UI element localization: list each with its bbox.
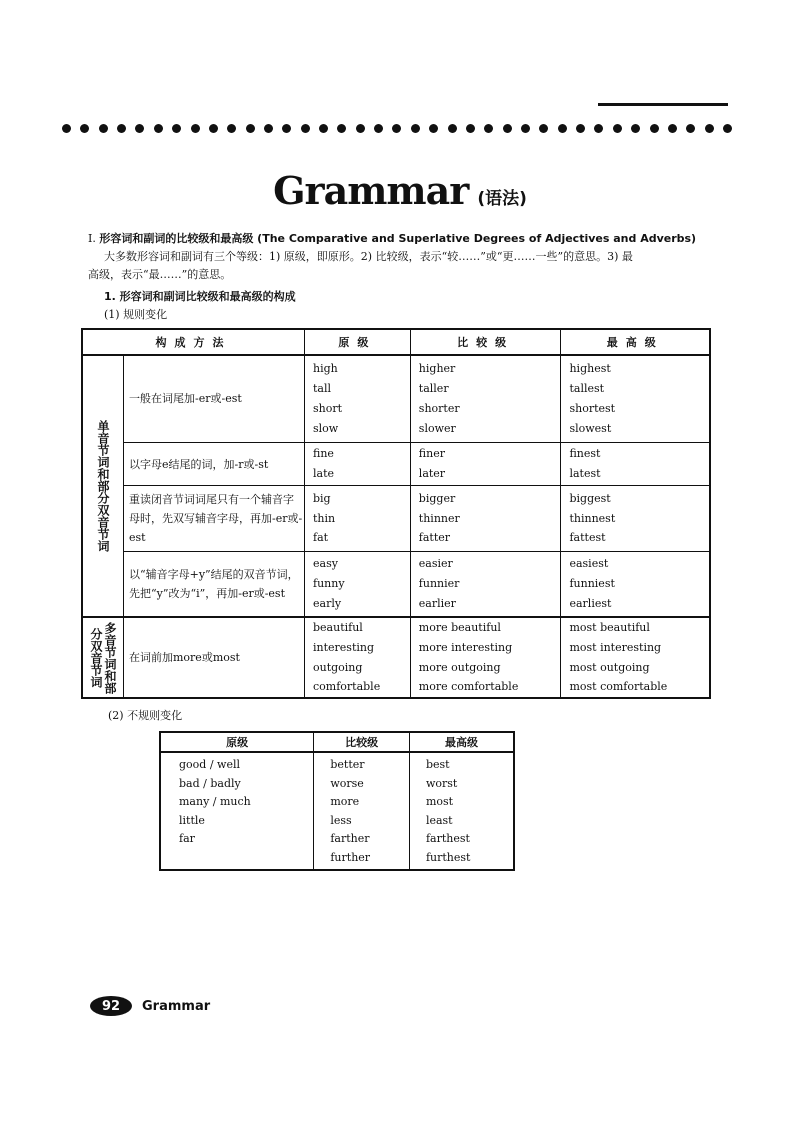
title-main: Grammar [273,168,469,213]
base-forms [305,551,411,617]
word: biggest [569,491,611,505]
section-heading-text: 形容词和副词的比较级和最高级 (The Comparative and Superlative Degrees of Adjectives and Adverbs) [99,232,697,245]
word: more interesting [418,640,513,654]
word: later [418,467,446,481]
word: earlier [418,596,456,610]
word: most comfortable [569,680,668,694]
header-comparative: 比较级 [314,732,410,752]
method-cell: 在词前加more或most [124,617,305,698]
divider-dot [594,124,603,133]
divider-dot [62,124,71,133]
divider-dot [705,124,714,133]
divider-dot [484,124,493,133]
intro-line-2: 高级，表示“最……”的意思。 [88,268,232,281]
word: more [330,795,360,808]
word: late [313,467,335,481]
word: many / much [179,795,251,808]
table-row [82,617,710,698]
base-forms [305,617,411,698]
top-rule [598,103,728,106]
page-number: 92 [90,996,132,1016]
table-row [82,486,710,551]
divider-dot [448,124,457,133]
word: most beautiful [569,621,650,634]
comparative-forms [410,486,561,551]
word: further [330,850,371,864]
divider-dot [99,124,108,133]
table-row [82,442,710,486]
divider-dot [429,124,438,133]
divider-dot [337,124,346,133]
header-comparative: 比较级 [410,329,561,355]
superlative-forms [561,551,710,617]
group-label: 单音节词和部分双音节词 [96,420,110,552]
word: bigger [418,491,456,505]
word: fine [313,447,334,461]
base-forms [305,355,411,442]
divider-dot [319,124,328,133]
header-superlative: 最高级 [561,329,710,355]
word: earliest [569,596,612,610]
page-footer [90,995,210,1017]
table-header-row [82,329,710,355]
word: high [313,362,338,376]
word: easier [418,557,453,571]
dotted-divider [62,121,732,135]
divider-dot [576,124,585,133]
divider-dot [135,124,144,133]
word: tall [313,382,332,396]
word: good / well [179,758,240,771]
word: finest [569,447,601,461]
title-sub: (语法) [477,189,527,209]
base-list [160,752,314,870]
comparative-forms [410,442,561,486]
superlative-forms [561,442,710,486]
word: best [425,758,450,771]
header-base: 原级 [305,329,411,355]
group-label: 多音节词和部分双音节词 [89,621,117,694]
divider-dot [521,124,530,133]
word: less [330,813,352,827]
header-base: 原级 [160,732,314,752]
word: fatter [418,531,451,545]
word: bad / badly [179,776,241,790]
word: early [313,596,342,610]
irregular-forms-table [159,731,515,871]
word: farther [330,832,370,845]
word: comfortable [313,680,381,694]
word: funnier [418,576,460,590]
word: highest [569,362,611,376]
header-superlative: 最高级 [409,732,514,752]
section-number: I. [88,232,96,245]
word: better [330,758,365,771]
word: most [425,795,454,808]
word: interesting [313,640,375,654]
word: fattest [569,531,606,545]
word: worse [330,776,364,790]
method-cell: 以字母e结尾的词，加-r或-st [124,442,305,486]
word: big [313,491,331,505]
word: thin [313,511,336,525]
divider-dot [191,124,200,133]
superlative-forms [561,486,710,551]
subheading-formation: 1. 形容词和副词比较级和最高级的构成 [104,290,296,303]
divider-dot [392,124,401,133]
intro-line-1: 大多数形容词和副词有三个等级：1) 原级，即原形。2) 比较级，表示“较……”或“更……一些”的意思。3) 最 [104,250,633,263]
comparative-forms [410,551,561,617]
divider-dot [539,124,548,133]
divider-dot [411,124,420,133]
divider-dot [172,124,181,133]
word: funniest [569,576,615,590]
word: shortest [569,401,616,415]
superlative-list [409,752,514,870]
divider-dot [686,124,695,133]
word: most interesting [569,640,662,654]
subheading-regular: (1) 规则变化 [104,308,168,321]
word: higher [418,362,456,376]
divider-dot [282,124,291,133]
page-title [0,168,800,213]
comparative-forms [410,355,561,442]
divider-dot [227,124,236,133]
word: tallest [569,382,605,396]
regular-forms-table [81,328,711,699]
superlative-forms [561,617,710,698]
table-header-row [160,732,514,752]
divider-dot [650,124,659,133]
divider-dot [301,124,310,133]
word: fat [313,531,329,545]
word: far [179,832,195,845]
divider-dot [558,124,567,133]
footer-title: Grammar [142,998,211,1014]
table-row [82,551,710,617]
word: worst [425,776,458,790]
word: slowest [569,421,612,435]
word: short [313,401,343,415]
divider-dot [80,124,89,133]
word: easy [313,557,338,571]
comparative-list [314,752,410,870]
word: slow [313,421,339,435]
word: easiest [569,557,609,571]
word: farthest [425,832,470,845]
word: furthest [425,850,471,864]
section-heading [88,231,728,246]
word: most outgoing [569,660,650,674]
word: thinner [418,511,460,525]
subheading-irregular: (2) 不规则变化 [108,709,183,722]
word: thinnest [569,511,616,525]
header-method: 构成方法 [82,329,305,355]
divider-dot [503,124,512,133]
word: latest [569,467,601,481]
word: taller [418,382,449,396]
divider-dot [264,124,273,133]
table-row [82,355,710,442]
word: more comfortable [418,680,519,694]
word: finer [418,447,445,461]
table-row [160,752,514,870]
word: more beautiful [418,621,501,634]
method-cell: 以“辅音字母+y”结尾的双音节词，先把“y”改为“i”，再加-er或-est [124,551,305,617]
base-forms [305,486,411,551]
divider-dot [631,124,640,133]
word: funny [313,576,345,590]
divider-dot [613,124,622,133]
word: beautiful [313,621,363,634]
superlative-forms [561,355,710,442]
divider-dot [154,124,163,133]
word: outgoing [313,660,363,674]
method-cell: 重读闭音节词词尾只有一个辅音字母时，先双写辅音字母，再加-er或-est [124,486,305,551]
divider-dot [356,124,365,133]
word: least [425,813,453,827]
word: more outgoing [418,660,501,674]
word: little [179,813,205,827]
divider-dot [246,124,255,133]
word: slower [418,421,456,435]
divider-dot [117,124,126,133]
word: shorter [418,401,460,415]
comparative-forms [410,617,561,698]
base-forms [305,442,411,486]
divider-dot [723,124,732,133]
divider-dot [374,124,383,133]
divider-dot [209,124,218,133]
method-cell: 一般在词尾加-er或-est [124,355,305,442]
divider-dot [668,124,677,133]
divider-dot [466,124,475,133]
